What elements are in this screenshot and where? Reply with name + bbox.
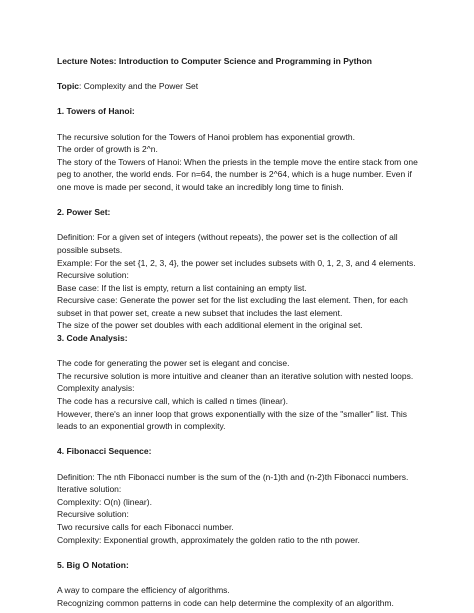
spacer	[57, 68, 422, 81]
paragraph-line: one move is made per second, it would take an incredibly long time to finish.	[57, 181, 344, 192]
paragraph-line: The code has a recursive call, which is called n times (linear).	[57, 396, 289, 407]
paragraph-line: subset in that power set, create a new subset that includes the last element.	[57, 307, 343, 318]
paragraph-line: leads to an exponential growth in complexity.	[57, 421, 226, 432]
paragraph-line: Complexity: O(n) (linear).	[57, 496, 152, 507]
spacer	[57, 345, 422, 358]
paragraph-line: Example: For the set {1, 2, 3, 4}, the power set includes subsets with 0, 1, 2, 3, and 4 elements.	[57, 257, 416, 268]
section-heading-power-set: 2. Power Set:	[57, 207, 111, 218]
paragraph-line: Recursive solution:	[57, 270, 129, 281]
topic-label: Topic	[57, 81, 80, 92]
section-heading-fibonacci-sequence: 4. Fibonacci Sequence:	[57, 446, 152, 457]
paragraph-line: However, there's an inner loop that grows exponentially with the size of the "smaller" list. This	[57, 408, 408, 419]
spacer	[57, 546, 422, 559]
spacer	[57, 571, 422, 584]
paragraph-line: possible subsets.	[57, 244, 123, 255]
paragraph-line: Two recursive calls for each Fibonacci number.	[57, 521, 234, 532]
spacer	[57, 93, 422, 106]
paragraph-line: Recognizing common patterns in code can help determine the complexity of an algorithm.	[57, 597, 394, 608]
paragraph-line: Base case: If the list is empty, return a list containing an empty list.	[57, 282, 307, 293]
paragraph-line: Recursive case: Generate the power set for the list excluding the last element. Then, for each	[57, 295, 408, 306]
paragraph-line: Complexity: Exponential growth, approximately the golden ratio to the nth power.	[57, 534, 360, 545]
paragraph-line: The recursive solution for the Towers of Hanoi problem has exponential growth.	[57, 131, 355, 142]
topic-line	[57, 80, 422, 93]
section-heading-towers-of-hanoi: 1. Towers of Hanoi:	[57, 106, 135, 117]
paragraph-line: Definition: The nth Fibonacci number is the sum of the (n-1)th and (n-2)th Fibonacci numbers.	[57, 471, 409, 482]
spacer	[57, 194, 422, 207]
spacer	[57, 458, 422, 471]
section-heading-code-analysis: 3. Code Analysis:	[57, 333, 128, 344]
paragraph-line: The recursive solution is more intuitive and cleaner than an iterative solution with nested loops.	[57, 370, 414, 381]
spacer	[57, 433, 422, 446]
paragraph-line: A way to compare the efficiency of algorithms.	[57, 584, 230, 595]
document-page	[57, 55, 422, 609]
paragraph-line: The size of the power set doubles with each additional element in the original set.	[57, 320, 363, 331]
topic-value: : Complexity and the Power Set	[79, 81, 199, 92]
paragraph-line: The order of growth is 2^n.	[57, 144, 158, 155]
paragraph-line: The code for generating the power set is elegant and concise.	[57, 358, 290, 369]
paragraph-line: Definition: For a given set of integers (without repeats), the power set is the collection of all	[57, 232, 398, 243]
spacer	[57, 219, 422, 232]
document-title: Lecture Notes: Introduction to Computer Science and Programming in Python	[57, 56, 372, 66]
paragraph-line: Complexity analysis:	[57, 383, 135, 394]
paragraph-line: Recursive solution:	[57, 509, 129, 520]
paragraph-line: The story of the Towers of Hanoi: When the priests in the temple move the entire stack from one	[57, 156, 418, 167]
spacer	[57, 118, 422, 131]
paragraph-line: peg to another, the world ends. For n=64, the number is 2^64, which is a huge number. Even if	[57, 169, 412, 180]
section-heading-big-o-notation: 5. Big O Notation:	[57, 559, 129, 570]
paragraph-line: Iterative solution:	[57, 484, 122, 495]
